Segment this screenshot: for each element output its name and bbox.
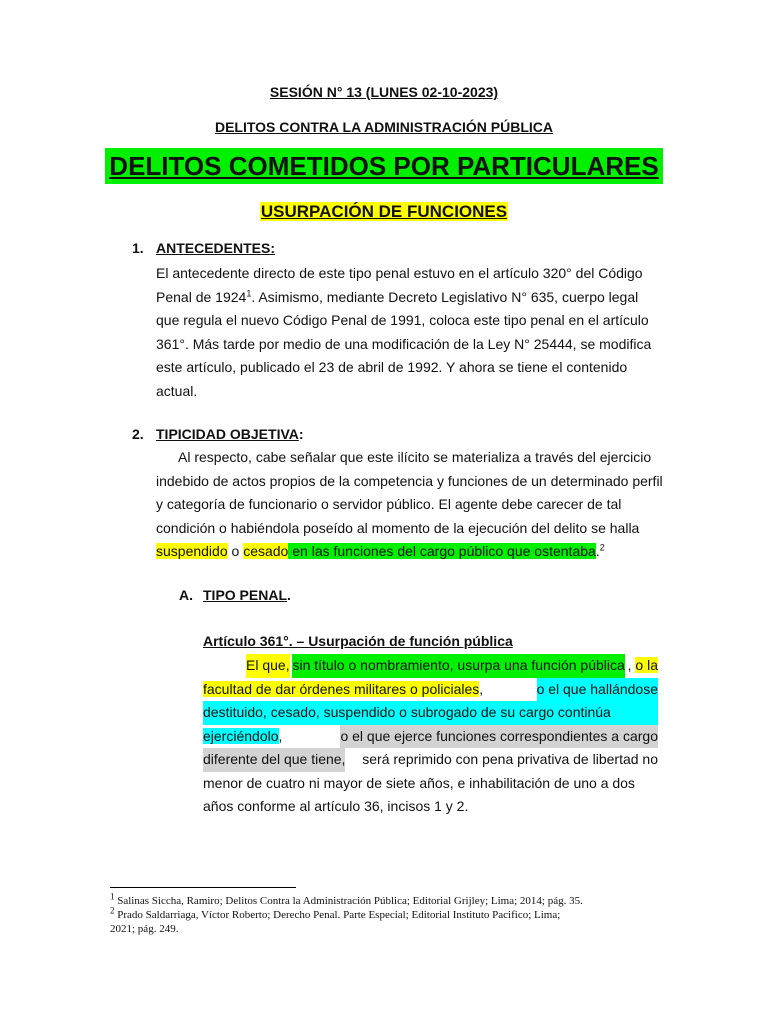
section-2-heading: TIPICIDAD OBJETIVA: [156, 426, 304, 442]
section-1-number: 1. [132, 240, 144, 256]
highlight-gray: o el que ejerce funciones correspondientes a cargo [340, 725, 658, 749]
section-2-title: TIPICIDAD OBJETIVA [156, 426, 299, 442]
article-text [203, 654, 658, 819]
paragraph-line: actual. [156, 382, 198, 399]
paragraph-line: 361°. Más tarde por medio de una modificación de la Ley N° 25444, se modifica [156, 335, 652, 352]
footnote-divider [110, 887, 296, 888]
footnote-2: $^2$ Prado Saldarriaga, Víctor Roberto; Derecho Penal. Parte Especial; Editorial Instituto Pacifico; Lima; 2021; pág. 249. [110, 905, 561, 935]
footnote-1: $^1$ Salinas Siccha, Ramiro; Delitos Contra la Administración Pública; Editorial Grijley; Lima; 2014; pág. 35. [110, 891, 583, 907]
footnote-ref-1[interactable]: 1 [246, 287, 252, 298]
subject-heading: DELITOS CONTRA LA ADMINISTRACIÓN PÚBLICA [214, 119, 554, 135]
main-title [0, 148, 768, 184]
footnote-ref-2[interactable]: 2 [599, 542, 605, 553]
highlight-gray: diferente del que tiene, [203, 748, 345, 772]
article-line: El que, sin título o nombramiento, usurpa una función pública , o la [203, 654, 658, 678]
article-heading: Artículo 361°. – Usurpación de función pública [203, 633, 513, 649]
paragraph-line: indebido de actos propios de la competencia y funciones de un determinado perfil [156, 472, 663, 489]
paragraph-line: suspendido o cesado en las funciones del cargo público que ostentaba.$^2$ [156, 542, 605, 559]
highlight-cyan: o el que hallándose [537, 678, 658, 702]
article-line: menor de cuatro ni mayor de siete años, e inhabilitación de uno a dos [203, 774, 635, 791]
highlight-green: en las funciones del cargo público que ostentaba [288, 543, 596, 559]
section-1-paragraph [156, 262, 658, 403]
article-line: años conforme al artículo 36, incisos 1 y 2. [203, 798, 469, 814]
section-2-paragraph [156, 446, 663, 564]
subsection-a-title: TIPO PENAL [203, 587, 288, 603]
highlight-cyan: ejerciéndolo [203, 727, 279, 744]
highlight-yellow: El que, [246, 654, 290, 678]
paragraph-line: que regula el nuevo Código Penal de 1991, coloca este tipo penal en el artículo [156, 312, 649, 328]
highlight-yellow: o la [635, 657, 658, 673]
section-1-title: ANTECEDENTES: [156, 240, 276, 256]
highlight-green: sin título o nombramiento, usurpa una función pública [292, 654, 624, 678]
highlight-yellow: suspendido [156, 543, 228, 559]
paragraph-line: El antecedente directo de este tipo penal estuvo en el artículo 320° del Código [156, 265, 643, 281]
article-line: destituido, cesado, suspendido o subrogado de su cargo continúa [203, 701, 658, 725]
topic-title-text: USURPACIÓN DE FUNCIONES [260, 202, 508, 221]
paragraph-line: y categoría de funcionario o servidor público. El agente debe carecer de tal [156, 496, 622, 512]
paragraph-line: este artículo, publicado el 23 de abril de 1992. Y ahora se tiene el contenido [156, 359, 628, 375]
paragraph-line: condición o habiéndola poseído al momento de la ejecución del delito se halla [156, 519, 640, 536]
subsection-a-letter: A. [179, 587, 193, 603]
topic-title [0, 202, 768, 222]
article-line: ejerciéndolo, o el que ejerce funciones correspondientes a cargo [203, 725, 658, 749]
article-line: facultad de dar órdenes militares o policiales, o el que hallándose [203, 678, 658, 702]
session-heading: SESIÓN N° 13 (LUNES 02-10-2023) [269, 84, 499, 100]
article-line: diferente del que tiene, será reprimido con pena privativa de libertad no [203, 748, 658, 772]
highlight-yellow: cesado [243, 543, 289, 559]
highlight-yellow: facultad de dar órdenes militares o policiales [203, 680, 480, 697]
paragraph-line: Al respecto, cabe señalar que este ilícito se materializa a través del ejercicio [178, 449, 652, 465]
paragraph-line: Penal de 1924$^1$. Asimismo, mediante Decreto Legislativo N° 635, cuerpo legal [156, 287, 639, 305]
section-2-number: 2. [132, 426, 144, 442]
subsection-a-heading: TIPO PENAL. [203, 587, 291, 603]
main-title-text: DELITOS COMETIDOS POR PARTICULARES [105, 148, 662, 184]
